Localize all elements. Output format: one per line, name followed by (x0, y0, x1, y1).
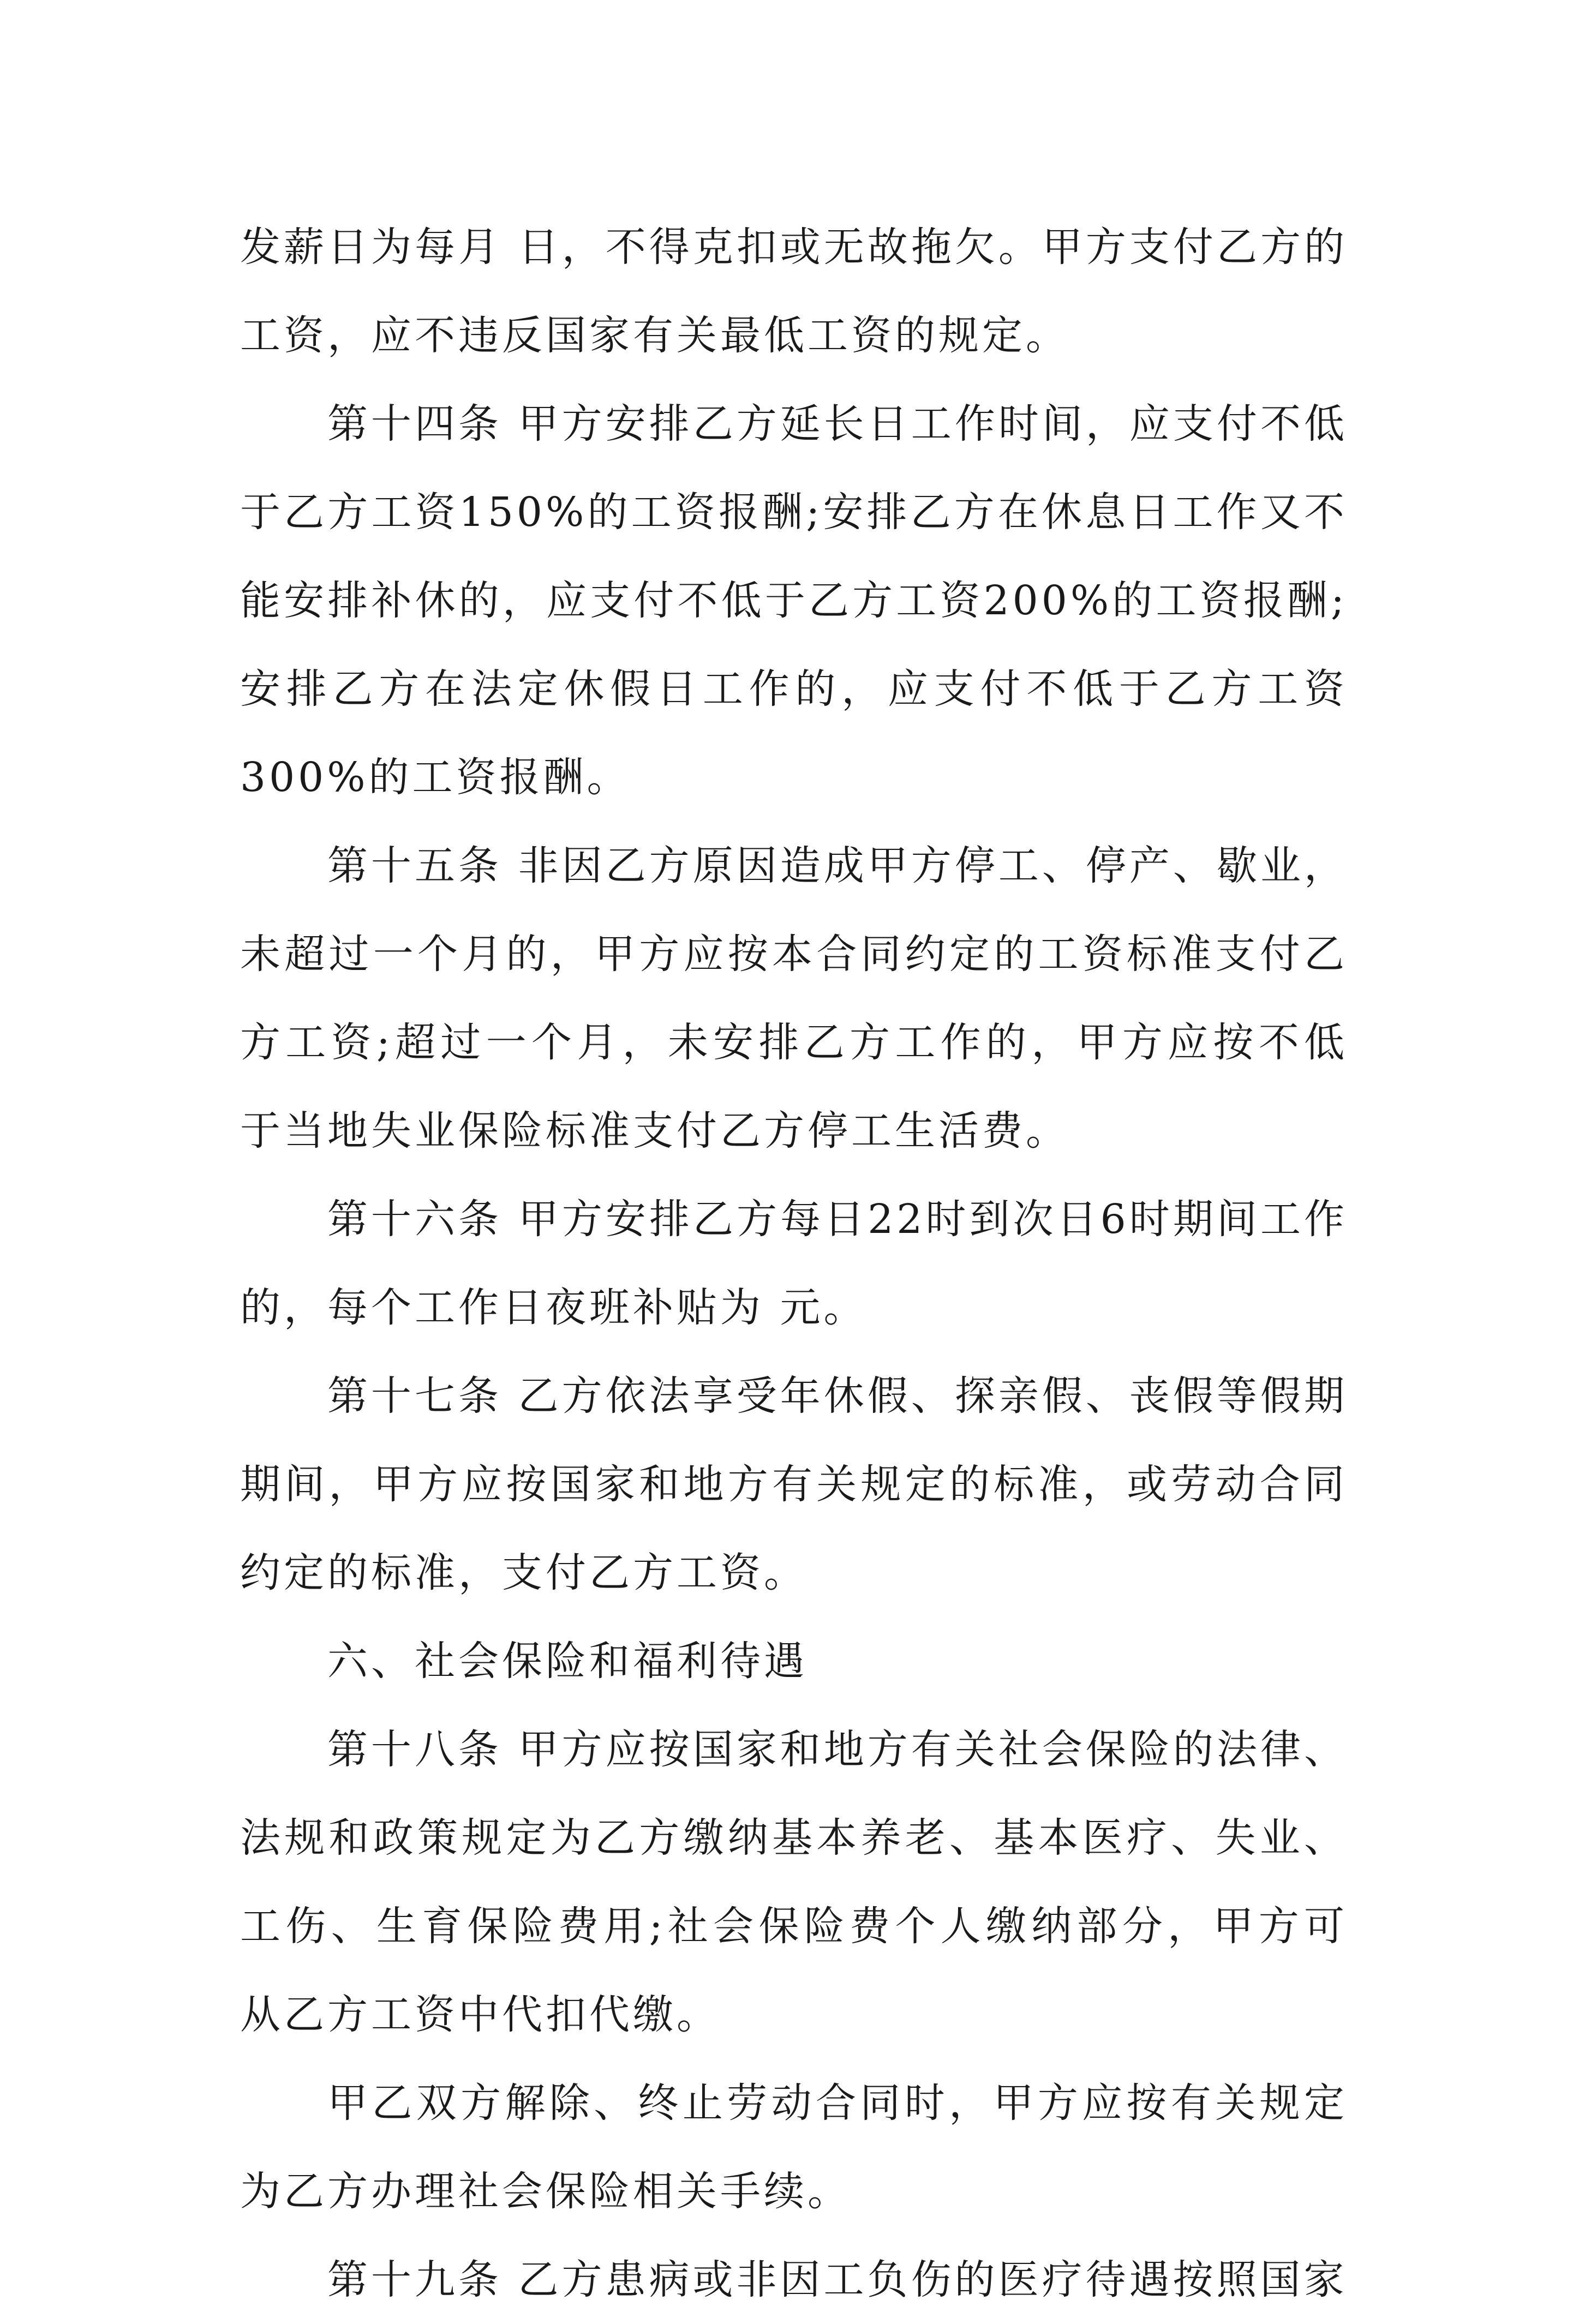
paragraph-article-16: 第十六条 甲方安排乙方每日22时到次日6时期间工作的，每个工作日夜班补贴为 元。 (240, 1196, 1348, 1331)
document-body (240, 203, 1348, 2324)
paragraph-article-18: 第十八条 甲方应按国家和地方有关社会保险的法律、法规和政策规定为乙方缴纳基本养老、基本医疗、失业、工伤、生育保险费用;社会保险费个人缴纳部分，甲方可从乙方工资中代扣代缴。 (240, 1726, 1348, 2038)
section-heading-social-insurance: 六、社会保险和福利待遇 (327, 1638, 808, 1685)
paragraph-article-17: 第十七条 乙方依法享受年休假、探亲假、丧假等假期期间，甲方应按国家和地方有关规定的标准，或劳动合同约定的标准，支付乙方工资。 (240, 1373, 1348, 1596)
paragraph-article-19: 第十九条 乙方患病或非因工负伤的医疗待遇按照国家 (327, 2256, 1348, 2303)
paragraph-article-15: 第十五条 非因乙方原因造成甲方停工、停产、歇业，未超过一个月的，甲方应按本合同约定的工资标准支付乙方工资;超过一个月，未安排乙方工作的，甲方应按不低于当地失业保险标准支付乙方停工生活费。 (240, 842, 1348, 1154)
paragraph-payday: 发薪日为每月 日，不得克扣或无故拖欠。甲方支付乙方的工资，应不违反国家有关最低工资的规定。 (240, 224, 1348, 359)
paragraph-article-14: 第十四条 甲方安排乙方延长日工作时间，应支付不低于乙方工资150%的工资报酬;安排乙方在休息日工作又不能安排补休的，应支付不低于乙方工资200%的工资报酬;安排乙方在法定休假日工作的，应支付不低于乙方工资300%的工资报酬。 (240, 400, 1348, 801)
paragraph-termination-insurance: 甲乙双方解除、终止劳动合同时，甲方应按有关规定为乙方办理社会保险相关手续。 (240, 2080, 1348, 2215)
